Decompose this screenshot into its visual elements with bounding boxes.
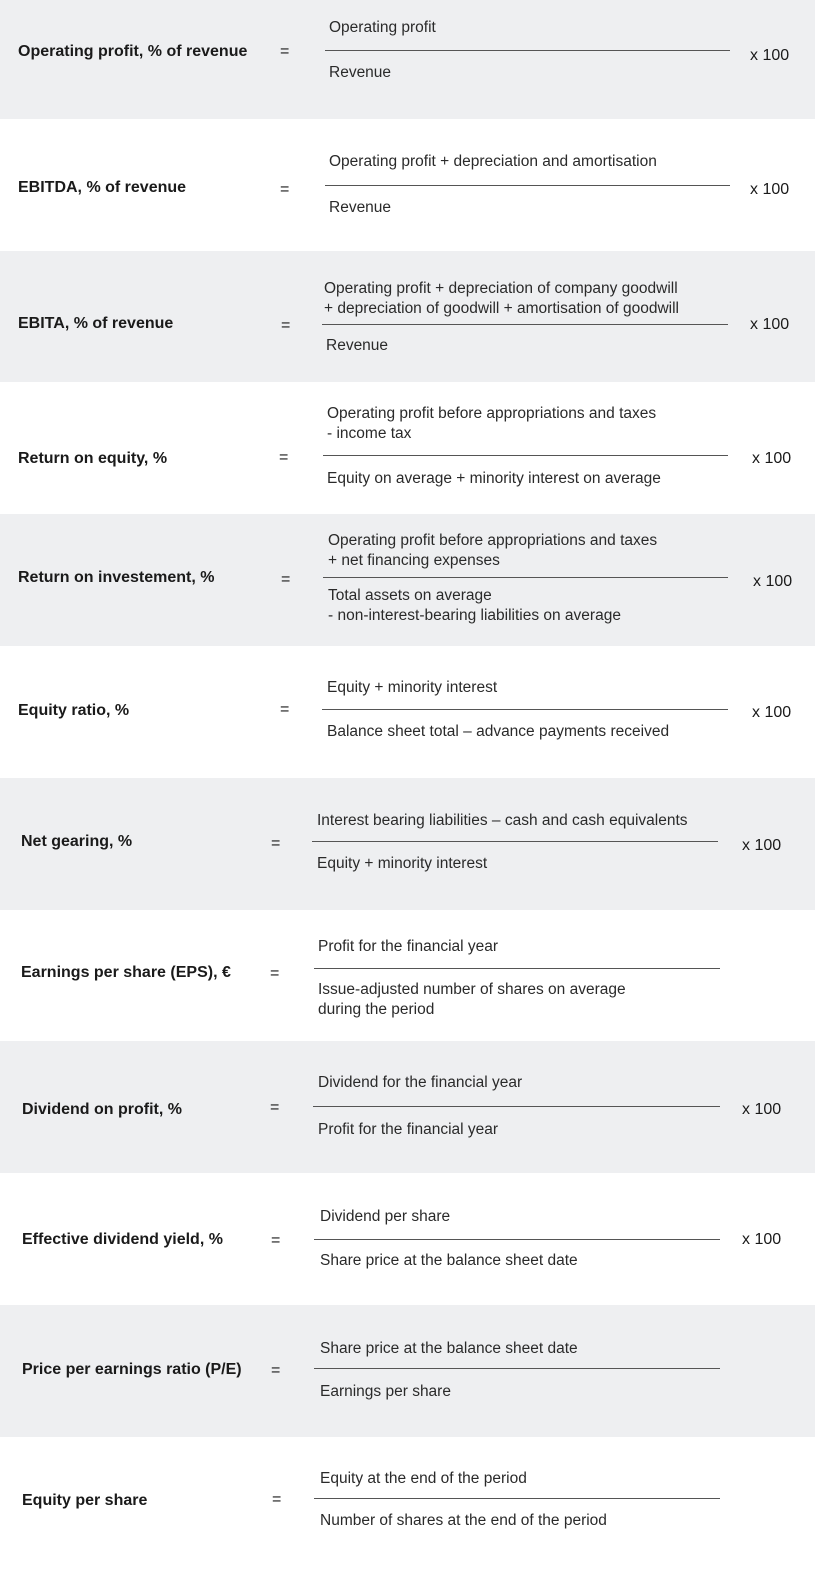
fraction-line (314, 1239, 720, 1240)
formula-row (0, 910, 815, 1041)
equals-sign: = (279, 449, 289, 466)
fraction-line (322, 709, 728, 710)
multiplier-text: x 100 (742, 1101, 782, 1118)
denominator-text: Number of shares at the end of the period (320, 1512, 607, 1529)
ratio-name: Operating profit, % of revenue (18, 43, 248, 60)
denominator-text: Earnings per share (320, 1383, 451, 1400)
numerator-text: Operating profit + depreciation of company goodwill + depreciation of goodwill + amortisation of goodwill (324, 280, 679, 317)
multiplier-text: x 100 (752, 704, 792, 721)
multiplier-text: x 100 (742, 1231, 782, 1248)
ratio-name: Dividend on profit, % (22, 1101, 182, 1118)
equals-sign: = (272, 1491, 282, 1508)
formula-row (0, 119, 815, 251)
numerator-text: Operating profit (329, 19, 436, 36)
denominator-text: Equity on average + minority interest on average (327, 470, 661, 487)
formula-row (0, 1305, 815, 1437)
numerator-text: Operating profit before appropriations and taxes - income tax (327, 405, 657, 442)
ratio-name: Price per earnings ratio (P/E) (22, 1361, 242, 1378)
ratio-name: EBITDA, % of revenue (18, 179, 187, 196)
fraction-line (314, 1498, 720, 1499)
fraction-line (322, 324, 728, 325)
multiplier-text: x 100 (753, 573, 793, 590)
denominator-text: Revenue (326, 337, 389, 354)
denominator-text: Profit for the financial year (318, 1121, 499, 1138)
equals-sign: = (271, 1232, 281, 1249)
numerator-text: Profit for the financial year (318, 938, 499, 955)
equals-sign: = (281, 571, 291, 588)
denominator-text: Equity + minority interest (317, 855, 488, 872)
numerator-text: Dividend per share (320, 1208, 451, 1225)
numerator-text: Share price at the balance sheet date (320, 1340, 578, 1357)
fraction-line (314, 1368, 720, 1369)
multiplier-text: x 100 (750, 316, 790, 333)
formula-row (0, 1437, 815, 1591)
ratio-name: Equity ratio, % (18, 702, 130, 719)
formula-row (0, 1173, 815, 1305)
equals-sign: = (281, 317, 291, 334)
formula-row (0, 514, 815, 646)
numerator-text: Equity at the end of the period (320, 1470, 527, 1487)
fraction-line (312, 841, 718, 842)
equals-sign: = (271, 1362, 281, 1379)
multiplier-text: x 100 (750, 181, 790, 198)
denominator-text: Balance sheet total – advance payments received (327, 723, 670, 740)
formula-row (0, 0, 815, 119)
equals-sign: = (270, 1099, 280, 1116)
denominator-text: Issue-adjusted number of shares on average during the period (318, 981, 626, 1018)
ratio-name: Return on investement, % (18, 569, 215, 586)
formula-row (0, 382, 815, 514)
formula-row (0, 251, 815, 382)
numerator-text: Operating profit + depreciation and amortisation (329, 153, 657, 170)
ratio-name: Return on equity, % (18, 450, 168, 467)
multiplier-text: x 100 (752, 450, 792, 467)
ratio-name: Earnings per share (EPS), € (21, 964, 231, 981)
numerator-text: Operating profit before appropriations and taxes + net financing expenses (328, 532, 658, 569)
fraction-line (323, 455, 728, 456)
fraction-line (325, 185, 730, 186)
fraction-line (314, 968, 720, 969)
equals-sign: = (280, 701, 290, 718)
ratio-name: EBITA, % of revenue (18, 315, 174, 332)
formula-row (0, 1041, 815, 1173)
fraction-line (325, 50, 730, 51)
equals-sign: = (280, 181, 290, 198)
equals-sign: = (280, 43, 290, 60)
denominator-text: Revenue (329, 64, 392, 81)
multiplier-text: x 100 (750, 47, 790, 64)
numerator-text: Interest bearing liabilities – cash and cash equivalents (317, 812, 688, 829)
numerator-text: Equity + minority interest (327, 679, 498, 696)
denominator-text: Share price at the balance sheet date (320, 1252, 578, 1269)
fraction-line (323, 577, 728, 578)
fraction-line (313, 1106, 720, 1107)
formula-row (0, 778, 815, 910)
ratio-name: Equity per share (22, 1492, 148, 1509)
multiplier-text: x 100 (742, 837, 782, 854)
denominator-text: Total assets on average - non-interest-bearing liabilities on average (328, 587, 621, 624)
ratio-name: Net gearing, % (21, 833, 133, 850)
equals-sign: = (270, 965, 280, 982)
denominator-text: Revenue (329, 199, 392, 216)
numerator-text: Dividend for the financial year (318, 1074, 523, 1091)
formula-row (0, 646, 815, 778)
equals-sign: = (271, 835, 281, 852)
ratio-name: Effective dividend yield, % (22, 1231, 223, 1248)
